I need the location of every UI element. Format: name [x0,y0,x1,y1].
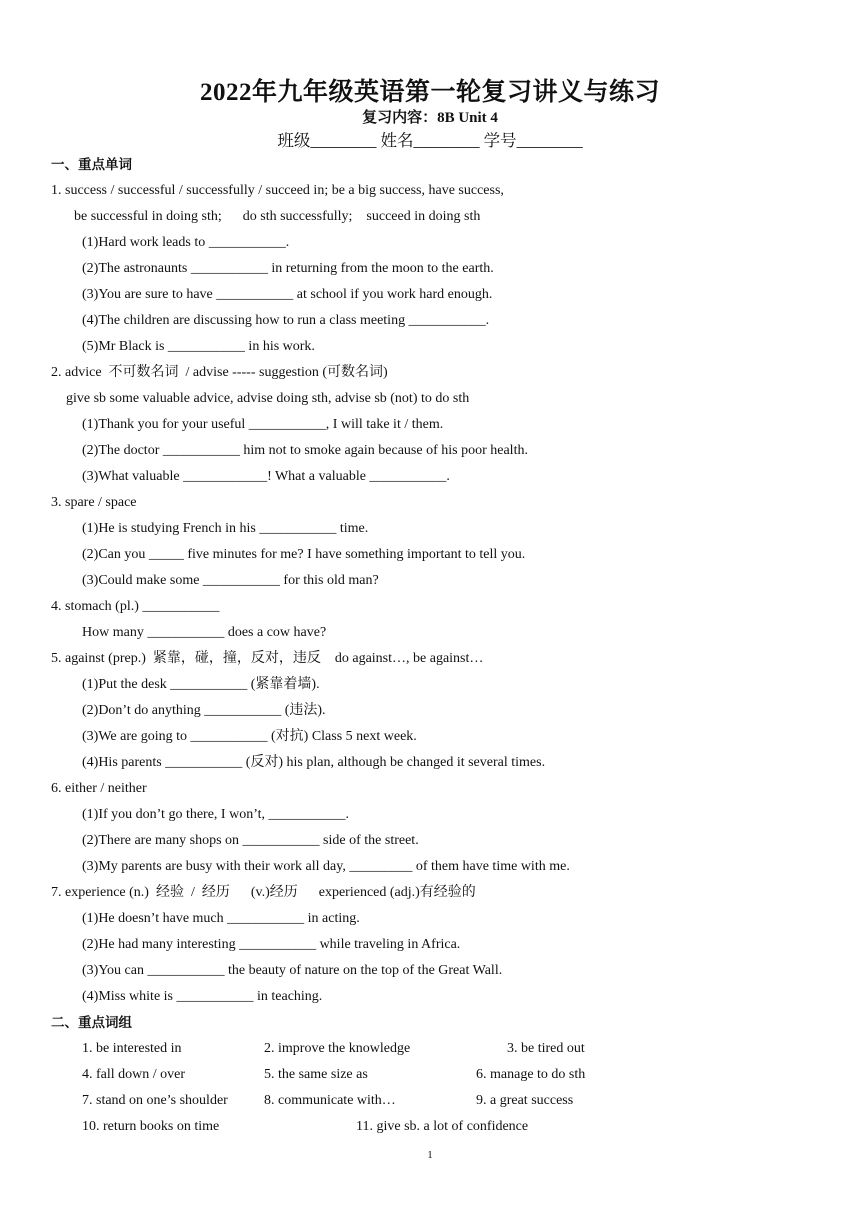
exercise-item: (3)My parents are busy with their work all day, _________ of them have time with me. [82,859,570,874]
page-number: 1 [427,1149,433,1161]
exercise-item: (4)His parents ___________ (反对) his plan, although be changed it several times. [82,755,546,770]
phrase-item: 2. improve the knowledge [264,1041,411,1056]
exercise-item: (5)Mr Black is ___________ in his work. [82,339,315,354]
phrase-item: 1. be interested in [82,1041,182,1056]
page-title: 2022年九年级英语第一轮复习讲义与练习 [199,79,660,106]
exercise-item: (4)The children are discussing how to run a class meeting ___________. [82,313,490,328]
phrase-item: 8. communicate with… [264,1093,396,1108]
exercise-item: How many ___________ does a cow have? [82,625,327,640]
exercise-item: (2)He had many interesting ___________ while traveling in Africa. [82,937,461,952]
phrase-item: 5. the same size as [264,1067,368,1082]
phrase-item: 3. be tired out [507,1041,585,1056]
exercise-item: (3)Could make some ___________ for this old man? [82,573,379,588]
exercise-item: (1)Thank you for your useful ___________, I will take it / them. [82,417,444,432]
phrase-item: 11. give sb. a lot of confidence [356,1119,529,1134]
phrase-item: 10. return books on time [82,1119,220,1134]
exercise-item: (2)Don’t do anything ___________ (违法). [82,703,326,718]
exercise-item: (1)He is studying French in his ___________ time. [82,521,369,536]
word-item: 1. success / successful / successfully / succeed in; be a big success, have success, [51,183,504,198]
section-heading-phrases: 二、重点词组 [51,1015,132,1031]
word-item: 5. against (prep.) 紧靠，碰，撞，反对，违反 do against…, be against… [51,651,484,666]
exercise-item: (3)You are sure to have ___________ at school if you work hard enough. [82,287,493,302]
section-heading-words: 一、重点单词 [51,157,132,173]
word-item: 7. experience (n.) 经验 / 经历 (v.)经历 experienced (adj.)有经验的 [51,885,476,900]
exercise-item: (2)The doctor ___________ him not to smoke again because of his poor health. [82,443,528,458]
exercise-item: (2)Can you _____ five minutes for me? I have something important to tell you. [82,547,526,562]
exercise-item: (2)There are many shops on ___________ side of the street. [82,833,419,848]
exercise-item: (3)We are going to ___________ (对抗) Class 5 next week. [82,729,417,744]
exercise-item: (1)Put the desk ___________ (紧靠着墙). [82,677,320,692]
review-content: 复习内容：8B Unit 4 [362,110,498,126]
phrase-item: 7. stand on one’s shoulder [82,1093,228,1108]
exercise-item: (4)Miss white is ___________ in teaching. [82,989,323,1004]
exercise-item: (1)Hard work leads to ___________. [82,235,290,250]
word-item: be successful in doing sth; do sth successfully; succeed in doing sth [74,209,481,224]
word-item: 2. advice 不可数名词 / advise ----- suggestion (可数名词) [51,365,388,380]
exercise-item: (3)What valuable ____________! What a valuable ___________. [82,469,450,484]
exercise-item: (1)If you don’t go there, I won’t, ___________. [82,807,349,822]
word-item: 4. stomach (pl.) ___________ [51,599,220,614]
phrase-item: 9. a great success [476,1093,574,1108]
word-item: 6. either / neither [51,781,147,796]
exercise-item: (2)The astronaunts ___________ in returning from the moon to the earth. [82,261,494,276]
word-item: 3. spare / space [51,495,137,510]
exercise-item: (1)He doesn’t have much ___________ in acting. [82,911,360,926]
student-info-line: 班级________ 姓名________ 学号________ [277,131,583,150]
phrase-item: 6. manage to do sth [476,1067,586,1082]
word-item: give sb some valuable advice, advise doing sth, advise sb (not) to do sth [66,391,470,406]
phrase-item: 4. fall down / over [82,1067,186,1082]
exercise-item: (3)You can ___________ the beauty of nature on the top of the Great Wall. [82,963,503,978]
